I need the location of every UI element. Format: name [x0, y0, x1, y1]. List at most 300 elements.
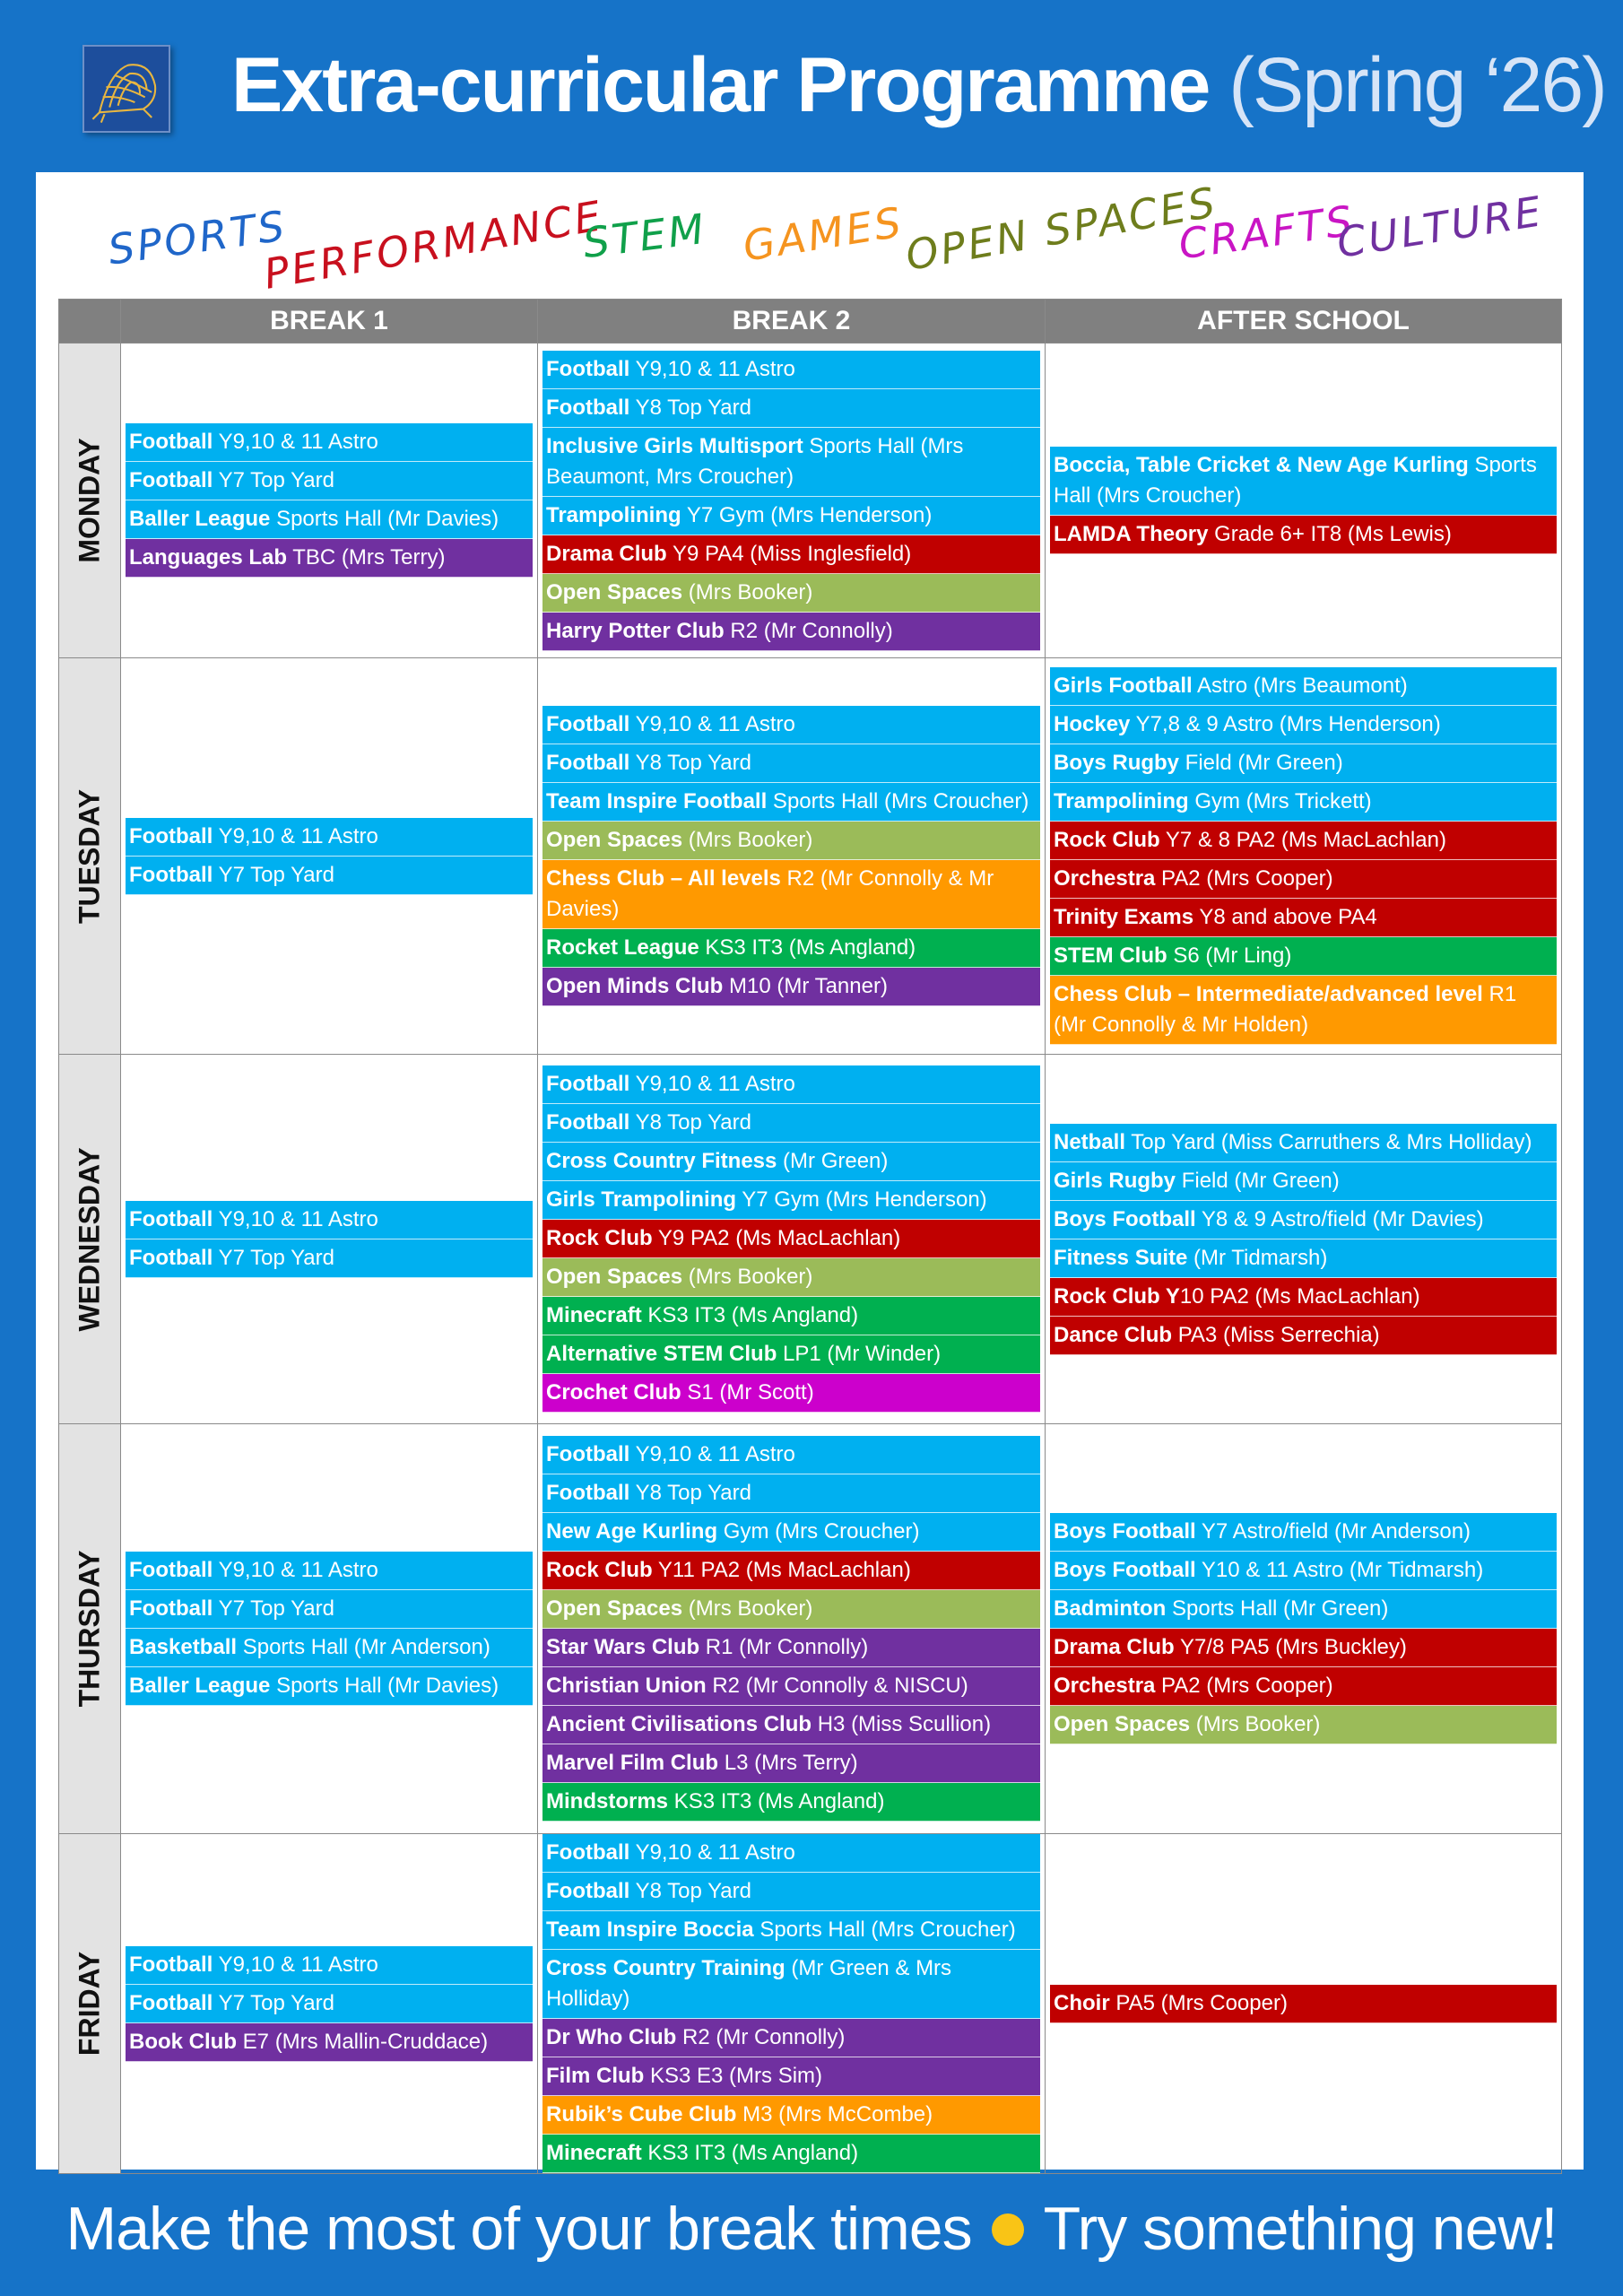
- activity-details: Sports Hall (Mrs Beaumont, Mrs Croucher): [546, 433, 964, 489]
- activity-item: [126, 1629, 533, 1667]
- activity-details: Y9,10 & 11 Astro: [629, 1442, 795, 1466]
- activity-details: Y7 Top Yard: [213, 1990, 334, 2015]
- activity-name: New Age Kurling: [546, 1519, 718, 1544]
- activity-details: Y9,10 & 11 Astro: [213, 1558, 378, 1582]
- activity-item: [126, 1201, 533, 1239]
- activity-name: Drama Club: [546, 541, 667, 566]
- category-crafts: CRAFTS: [1176, 196, 1358, 269]
- activity-item: [542, 2057, 1040, 2096]
- slot-cell-after: [1046, 1055, 1562, 1424]
- day-label: WEDNESDAY: [73, 1146, 106, 1332]
- day-cell: [59, 1834, 121, 2174]
- day-row-thursday: [59, 1424, 1562, 1834]
- activity-name: Film Club: [546, 2064, 645, 2088]
- activity-details: Y9,10 & 11 Astro: [213, 430, 378, 454]
- activity-details: Y9,10 & 11 Astro: [629, 712, 795, 736]
- activity-details: Y9,10 & 11 Astro: [213, 823, 378, 848]
- slot-cell-after: [1046, 344, 1562, 658]
- activity-details: Y8 Top Yard: [629, 1879, 751, 1903]
- activity-details: KS3 IT3 (Ms Angland): [668, 1789, 885, 1813]
- slot-cell-break1: [121, 344, 538, 658]
- activity-item: [542, 1706, 1040, 1744]
- activity-details: R2 (Mr Connolly): [724, 618, 893, 643]
- slot-cell-break2: [538, 1834, 1046, 2174]
- activity-details: Y8 Top Yard: [629, 1110, 751, 1135]
- activity-item: [126, 423, 533, 462]
- activity-list: [1050, 1124, 1557, 1355]
- day-label: THURSDAY: [73, 1550, 106, 1708]
- activity-details: Y8 Top Yard: [629, 751, 751, 775]
- activity-name: Football: [546, 1110, 630, 1135]
- activity-item: [542, 1834, 1040, 1873]
- activity-item: [542, 1552, 1040, 1590]
- activity-details: Y7 Astro/field (Mr Anderson): [1195, 1519, 1471, 1544]
- activity-name: Rock Club: [546, 1558, 653, 1582]
- activity-name: Cross Country Training: [546, 1956, 785, 1980]
- activity-name: Alternative STEM Club: [546, 1342, 777, 1366]
- activity-name: Ancient Civilisations Club: [546, 1712, 812, 1736]
- activity-details: Sports Hall (Mr Davies): [270, 1674, 499, 1698]
- activity-name: Baller League: [129, 1674, 271, 1698]
- activity-item: [542, 2019, 1040, 2057]
- activity-name: Football: [546, 712, 630, 736]
- activity-details: Y9 PA2 (Ms MacLachlan): [652, 1226, 901, 1250]
- activity-details: Sports Hall (Mr Anderson): [237, 1635, 490, 1659]
- column-header-after-school: AFTER SCHOOL: [1046, 300, 1562, 344]
- activity-item: [126, 1590, 533, 1629]
- activity-details: Y11 PA2 (Ms MacLachlan): [652, 1558, 911, 1582]
- activity-item: [542, 1220, 1040, 1258]
- day-row-tuesday: [59, 658, 1562, 1055]
- activity-item: [1050, 706, 1557, 744]
- activity-details: (Mrs Booker): [682, 579, 813, 604]
- activity-item: [1050, 860, 1557, 899]
- slot-cell-break1: [121, 1055, 538, 1424]
- activity-details: (Mr Green): [777, 1149, 889, 1173]
- activity-name: Choir: [1054, 1990, 1110, 2015]
- activity-item: [542, 706, 1040, 744]
- activity-item: [542, 1258, 1040, 1297]
- activity-details: Sports Hall (Mr Davies): [270, 507, 499, 531]
- activity-item: [542, 1911, 1040, 1950]
- activity-item: [542, 860, 1040, 929]
- activity-item: [1050, 1667, 1557, 1706]
- activity-name: Rubik’s Cube Club: [546, 2102, 737, 2126]
- activity-item: [1050, 1706, 1557, 1744]
- activity-name: Football: [546, 1840, 630, 1865]
- activity-details: Astro (Mrs Beaumont): [1192, 674, 1408, 698]
- activity-details: (Mrs Booker): [682, 1596, 813, 1621]
- activity-details: (Mr Tidmarsh): [1187, 1245, 1328, 1270]
- activity-name: Hockey: [1054, 712, 1131, 736]
- timetable-panel: [36, 172, 1584, 2170]
- activity-item: [1050, 1590, 1557, 1629]
- slot-cell-break1: [121, 1424, 538, 1834]
- activity-item: [542, 351, 1040, 389]
- day-cell: [59, 1055, 121, 1424]
- day-label: MONDAY: [73, 438, 106, 563]
- footer-text-left: Make the most of your break times: [65, 2195, 972, 2263]
- footer-slogan: [0, 2179, 1623, 2278]
- header: [0, 0, 1623, 170]
- activity-name: Boccia, Table Cricket & New Age Kurling: [1054, 453, 1469, 477]
- activity-details: Grade 6+ IT8 (Ms Lewis): [1208, 522, 1452, 546]
- activity-name: Mindstorms: [546, 1789, 669, 1813]
- activity-details: Sports Hall (Mr Green): [1166, 1596, 1389, 1621]
- activity-list: [126, 818, 533, 895]
- activity-name: Football: [546, 751, 630, 775]
- slot-cell-break2: [538, 658, 1046, 1055]
- activity-name: Football: [546, 1879, 630, 1903]
- activity-item: [1050, 783, 1557, 822]
- slot-cell-after: [1046, 658, 1562, 1055]
- activity-item: [542, 497, 1040, 535]
- activity-name: Orchestra: [1054, 1674, 1156, 1698]
- activity-name: Football: [546, 356, 630, 381]
- activity-item: [1050, 1552, 1557, 1590]
- activity-details: M10 (Mr Tanner): [723, 974, 888, 998]
- activity-details: R1 (Mr Connolly & Mr Holden): [1054, 982, 1517, 1037]
- activity-list: [1050, 667, 1557, 1045]
- activity-name: Football: [129, 862, 213, 887]
- activity-item: [542, 2135, 1040, 2173]
- activity-list: [126, 423, 533, 578]
- activity-details: M3 (Mrs McCombe): [736, 2102, 933, 2126]
- activity-details: Sports Hall (Mrs Croucher): [767, 789, 1029, 813]
- category-culture: CULTURE: [1333, 187, 1547, 267]
- activity-item: [542, 822, 1040, 860]
- activity-list: [126, 1946, 533, 2062]
- day-cell: [59, 344, 121, 658]
- activity-name: Harry Potter Club: [546, 618, 725, 643]
- activity-item: [126, 462, 533, 500]
- activity-item: [542, 1374, 1040, 1413]
- activity-name: Football: [129, 1245, 213, 1270]
- slot-cell-break1: [121, 658, 538, 1055]
- activity-name: Rock Club: [1054, 828, 1160, 852]
- activity-name: Crochet Club: [546, 1380, 681, 1405]
- activity-details: Y7 Top Yard: [213, 862, 334, 887]
- activity-details: Y7 Top Yard: [213, 1596, 334, 1621]
- activity-details: Field (Mr Green): [1179, 751, 1343, 775]
- activity-item: [542, 1744, 1040, 1783]
- activity-name: Rock Club: [546, 1226, 653, 1250]
- activity-name: Orchestra: [1054, 866, 1156, 891]
- activity-item: [1050, 744, 1557, 783]
- activity-name: Open Spaces: [1054, 1712, 1191, 1736]
- activity-item: [542, 1143, 1040, 1181]
- activity-item: [542, 1065, 1040, 1104]
- activity-list: [1050, 1985, 1557, 2023]
- activity-name: Trampolining: [546, 502, 681, 527]
- activity-name: Fitness Suite: [1054, 1245, 1188, 1270]
- activity-details: L3 (Mrs Terry): [718, 1751, 858, 1775]
- category-performance: PERFORMANCE: [260, 191, 607, 299]
- activity-name: Cross Country Fitness: [546, 1149, 777, 1173]
- activity-name: Open Spaces: [546, 579, 683, 604]
- activity-name: Open Spaces: [546, 1265, 683, 1289]
- activity-item: [1050, 1317, 1557, 1355]
- activity-item: [126, 1946, 533, 1985]
- activity-name: Open Spaces: [546, 828, 683, 852]
- activity-item: [126, 1552, 533, 1590]
- category-games: GAMES: [739, 197, 907, 271]
- activity-item: [542, 929, 1040, 968]
- activity-item: [542, 1181, 1040, 1220]
- activity-name: Badminton: [1054, 1596, 1167, 1621]
- activity-name: Trampolining: [1054, 789, 1189, 813]
- day-row-friday: [59, 1834, 1562, 2174]
- activity-name: Football: [546, 1481, 630, 1505]
- activity-name: Football: [129, 1558, 213, 1582]
- activity-item: [542, 1873, 1040, 1911]
- page-title: [231, 36, 1606, 135]
- activity-name: Baller League: [129, 507, 271, 531]
- activity-details: KS3 E3 (Mrs Sim): [644, 2064, 823, 2088]
- activity-name: Drama Club: [1054, 1635, 1175, 1659]
- activity-item: [1050, 1201, 1557, 1239]
- activity-name: Minecraft: [546, 1303, 642, 1327]
- activity-details: KS3 IT3 (Ms Angland): [641, 1303, 859, 1327]
- activity-item: [542, 535, 1040, 574]
- activity-name: Team Inspire Football: [546, 789, 768, 813]
- activity-details: TBC (Mrs Terry): [287, 545, 446, 570]
- activity-item: [542, 783, 1040, 822]
- activity-name: Football: [129, 1596, 213, 1621]
- activity-name: Girls Football: [1054, 674, 1193, 698]
- timetable-body: [59, 344, 1562, 2174]
- activity-details: (Mrs Booker): [682, 1265, 813, 1289]
- activity-name: Dance Club: [1054, 1322, 1173, 1347]
- activity-details: S6 (Mr Ling): [1167, 944, 1292, 968]
- activity-item: [126, 500, 533, 539]
- activity-name: Team Inspire Boccia: [546, 1918, 754, 1942]
- activity-item: [542, 1513, 1040, 1552]
- activity-item: [542, 1474, 1040, 1513]
- activity-details: R2 (Mr Connolly): [676, 2025, 846, 2049]
- activity-item: [542, 1297, 1040, 1335]
- activity-details: Gym (Mrs Trickett): [1188, 789, 1372, 813]
- activity-name: Inclusive Girls Multisport: [546, 433, 803, 458]
- activity-details: Y9,10 & 11 Astro: [213, 1206, 378, 1231]
- activity-item: [1050, 516, 1557, 554]
- activity-item: [1050, 1162, 1557, 1201]
- slot-cell-break2: [538, 1424, 1046, 1834]
- activity-name: Boys Football: [1054, 1519, 1196, 1544]
- day-label: FRIDAY: [73, 1951, 106, 2057]
- day-row-monday: [59, 344, 1562, 658]
- title-main: Extra-curricular Programme: [231, 42, 1210, 128]
- activity-list: [126, 1201, 533, 1278]
- activity-name: Trinity Exams: [1054, 905, 1194, 929]
- activity-name: Boys Football: [1054, 1206, 1196, 1231]
- activity-name: Languages Lab: [129, 545, 288, 570]
- day-row-wednesday: [59, 1055, 1562, 1424]
- activity-item: [1050, 1124, 1557, 1162]
- activity-details: Y9,10 & 11 Astro: [629, 1840, 795, 1865]
- slot-cell-after: [1046, 1424, 1562, 1834]
- category-open-spaces: OPEN SPACES: [901, 177, 1221, 281]
- activity-details: Y7 Top Yard: [213, 468, 334, 492]
- activity-item: [1050, 822, 1557, 860]
- activity-details: Y8 & 9 Astro/field (Mr Davies): [1195, 1206, 1484, 1231]
- activity-details: PA3 (Miss Serrechia): [1172, 1322, 1380, 1347]
- activity-item: [1050, 1513, 1557, 1552]
- activity-details: Sports Hall (Mrs Croucher): [753, 1918, 1016, 1942]
- activity-details: H3 (Miss Scullion): [812, 1712, 992, 1736]
- activity-details: (Mrs Booker): [1190, 1712, 1321, 1736]
- activity-item: [126, 857, 533, 895]
- activity-details: Y7 Gym (Mrs Henderson): [736, 1187, 987, 1212]
- activity-details: R2 (Mr Connolly & NISCU): [706, 1674, 968, 1698]
- activity-item: [542, 1950, 1040, 2019]
- activity-name: Chess Club – All levels: [546, 866, 781, 891]
- activity-details: KS3 IT3 (Ms Angland): [699, 935, 916, 960]
- activity-details: Y7 Gym (Mrs Henderson): [681, 502, 933, 527]
- activity-details: Y9 PA4 (Miss Inglesfield): [666, 541, 912, 566]
- activity-details: Y9,10 & 11 Astro: [629, 1072, 795, 1096]
- activity-details: LP1 (Mr Winder): [777, 1342, 942, 1366]
- footer-text-right: Try something new!: [1043, 2195, 1558, 2263]
- slot-cell-after: [1046, 1834, 1562, 2174]
- activity-name: Football: [129, 1206, 213, 1231]
- activity-item: [1050, 899, 1557, 937]
- timetable: [58, 299, 1562, 2174]
- category-stem: STEM: [580, 204, 709, 268]
- activity-item: [542, 1667, 1040, 1706]
- activity-item: [1050, 1985, 1557, 2023]
- activity-list: [542, 1436, 1040, 1822]
- activity-list: [542, 351, 1040, 651]
- activity-name: Boys Rugby: [1054, 751, 1180, 775]
- activity-name: Boys Football: [1054, 1558, 1196, 1582]
- activity-details: (Mrs Booker): [682, 828, 813, 852]
- activity-name: Minecraft: [546, 2141, 642, 2165]
- slot-cell-break2: [538, 1055, 1046, 1424]
- activity-name: Book Club: [129, 2029, 237, 2054]
- activity-name: Christian Union: [546, 1674, 707, 1698]
- activity-item: [542, 1104, 1040, 1143]
- activity-item: [542, 428, 1040, 497]
- activity-name: Girls Trampolining: [546, 1187, 737, 1212]
- activity-list: [542, 1065, 1040, 1413]
- activity-details: Gym (Mrs Croucher): [717, 1519, 920, 1544]
- activity-item: [542, 389, 1040, 428]
- activity-item: [542, 2096, 1040, 2135]
- activity-name: Football: [546, 395, 630, 420]
- activity-item: [1050, 447, 1557, 516]
- activity-name: Rock Club Y: [1054, 1283, 1180, 1309]
- activity-list: [542, 1834, 1040, 2173]
- activity-details: Y9,10 & 11 Astro: [213, 1952, 378, 1977]
- activity-item: [126, 1667, 533, 1706]
- activity-details: (Mr Green & Mrs Holliday): [546, 1956, 952, 2011]
- activity-details: Y7,8 & 9 Astro (Mrs Henderson): [1130, 712, 1441, 736]
- activity-details: Y10 & 11 Astro (Mr Tidmarsh): [1195, 1558, 1484, 1582]
- activity-list: [1050, 1513, 1557, 1744]
- activity-item: [542, 1436, 1040, 1474]
- activity-name: Open Minds Club: [546, 974, 724, 998]
- activity-item: [542, 1590, 1040, 1629]
- activity-name: LAMDA Theory: [1054, 522, 1209, 546]
- activity-details: Y8 and above PA4: [1193, 905, 1377, 929]
- day-cell: [59, 1424, 121, 1834]
- activity-item: [126, 818, 533, 857]
- activity-details: PA2 (Mrs Cooper): [1155, 866, 1333, 891]
- activity-details: Y8 Top Yard: [629, 395, 751, 420]
- activity-list: [1050, 447, 1557, 554]
- activity-item: [542, 1629, 1040, 1667]
- activity-name: Football: [129, 823, 213, 848]
- school-crest-logo: [82, 45, 170, 133]
- activity-details: Top Yard (Miss Carruthers & Mrs Holliday): [1125, 1129, 1532, 1154]
- header-row: [59, 300, 1562, 344]
- activity-item: [1050, 976, 1557, 1045]
- corner-cell: [59, 300, 121, 344]
- day-cell: [59, 658, 121, 1055]
- activity-item: [126, 1985, 533, 2023]
- activity-item: [1050, 1629, 1557, 1667]
- activity-item: [542, 1783, 1040, 1822]
- activity-name: Football: [129, 1990, 213, 2015]
- activity-item: [542, 613, 1040, 651]
- activity-details: Y8 Top Yard: [629, 1481, 751, 1505]
- activity-name: Rocket League: [546, 935, 699, 960]
- activity-details: PA2 (Mrs Cooper): [1155, 1674, 1333, 1698]
- activity-item: [1050, 937, 1557, 976]
- column-header-break-2: BREAK 2: [538, 300, 1046, 344]
- activity-name: Football: [546, 1072, 630, 1096]
- activity-details: E7 (Mrs Mallin-Cruddace): [237, 2029, 489, 2054]
- yellow-dot-icon: [992, 2213, 1024, 2246]
- activity-name: STEM Club: [1054, 944, 1167, 968]
- activity-details: Y7/8 PA5 (Mrs Buckley): [1174, 1635, 1407, 1659]
- title-term: (Spring ‘26): [1228, 42, 1606, 128]
- slot-cell-break2: [538, 344, 1046, 658]
- activity-item: [542, 1335, 1040, 1374]
- column-header-break-1: BREAK 1: [121, 300, 538, 344]
- activity-details: S1 (Mr Scott): [681, 1380, 814, 1405]
- activity-details: R1 (Mr Connolly): [699, 1635, 869, 1659]
- activity-item: [126, 539, 533, 578]
- activity-details: Y7 & 8 PA2 (Ms MacLachlan): [1159, 828, 1446, 852]
- activity-name: Basketball: [129, 1635, 238, 1659]
- activity-details: Y9,10 & 11 Astro: [629, 356, 795, 381]
- activity-item: [126, 2023, 533, 2062]
- activity-details: PA5 (Mrs Cooper): [1109, 1990, 1288, 2015]
- activity-item: [542, 744, 1040, 783]
- activity-name: Marvel Film Club: [546, 1751, 719, 1775]
- activity-name: Football: [129, 468, 213, 492]
- activity-details: Y7 Top Yard: [213, 1245, 334, 1270]
- activity-details: KS3 IT3 (Ms Angland): [641, 2141, 859, 2165]
- activity-details: R2 (Mr Connolly & Mr Davies): [546, 866, 994, 921]
- activity-details: 10 PA2 (Ms MacLachlan): [1179, 1283, 1420, 1309]
- activity-item: [542, 574, 1040, 613]
- activity-item: [1050, 1239, 1557, 1278]
- activity-name: Open Spaces: [546, 1596, 683, 1621]
- activity-details: Sports Hall (Mrs Croucher): [1054, 453, 1537, 508]
- activity-item: [1050, 667, 1557, 706]
- day-label: TUESDAY: [73, 788, 106, 924]
- slot-cell-break1: [121, 1834, 538, 2174]
- activity-name: Star Wars Club: [546, 1635, 700, 1659]
- activity-list: [542, 706, 1040, 1006]
- activity-item: [1050, 1278, 1557, 1317]
- activity-list: [126, 1552, 533, 1706]
- activity-item: [542, 968, 1040, 1006]
- activity-item: [126, 1239, 533, 1278]
